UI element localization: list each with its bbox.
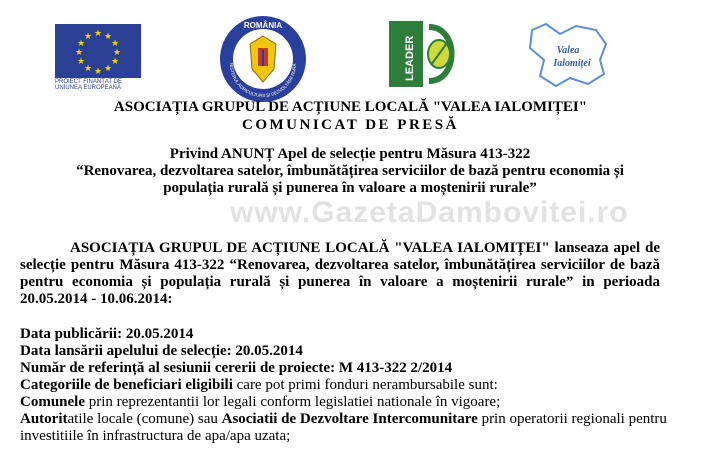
authorities-text-1: atile locale <box>67 411 133 427</box>
svg-text:★: ★ <box>76 39 86 49</box>
svg-text:★: ★ <box>93 67 103 77</box>
subject-line-1: Privind ANUNȚ Apel de selecție pentru Măsura 413-322 <box>169 146 531 162</box>
communes-text: prin reprezentantii lor legali conform legislatiei nationale în vigoare; <box>85 394 501 410</box>
launch-date-row: Data lansării apelului de selecție: 20.05.2014 <box>20 343 303 359</box>
svg-text:★: ★ <box>103 32 113 42</box>
subject-line-3: populația rurală și punerea în valoare a moștenirii rurale” <box>163 180 537 196</box>
eu-flag <box>55 24 141 78</box>
publication-date-label: Data publicării <box>20 326 118 342</box>
info-block <box>20 326 680 445</box>
svg-text:★: ★ <box>74 48 84 58</box>
press-release-heading: COMUNICAT DE PRESĂ <box>242 117 459 133</box>
eu-caption: PROIECT FINANȚAT DE UNIUNEA EUROPEANĂ <box>55 79 123 91</box>
communes-label: Comunele <box>20 394 85 410</box>
romania-label: ROMÂNIA <box>243 21 283 30</box>
publication-date-row <box>20 326 680 343</box>
intro-paragraph: ASOCIAȚIA GRUPUL DE ACȚIUNE LOCALĂ "VALEA IALOMIȚEI" lanseaza apel de selecție pentru Măsura 413-322 “Renovarea, dezvoltarea satelor, îmbunătățirea serviciilor de bază pentru economia și populația rurală și punerea în valoare a moștenirii rurale” in perioada 20.05.2014 - 10.06.2014: <box>20 240 660 307</box>
svg-text:★: ★ <box>112 48 122 58</box>
svg-text:★: ★ <box>76 57 86 67</box>
authorities-text-2: (comune) sau <box>132 411 222 427</box>
authorities-label: Autorit <box>20 411 68 427</box>
local-authorities-row <box>20 411 680 445</box>
categories-label: Categoriile de beneficiari eligibili <box>20 377 233 393</box>
svg-text:★: ★ <box>110 39 120 49</box>
subject-line-2: “Renovarea, dezvoltarea satelor, îmbunătățirea serviciilor de bază pentru economia și <box>76 163 624 179</box>
associations-label: Asociatii de Dezvoltare Intercomunitare <box>221 411 478 427</box>
valea-ialomitei-logo <box>526 20 610 88</box>
svg-text:★: ★ <box>93 29 103 39</box>
svg-text:★: ★ <box>110 57 120 67</box>
valea-line2: Ialomiței <box>553 58 591 69</box>
svg-text:★: ★ <box>103 64 113 74</box>
leader-label: LEADER <box>404 35 416 81</box>
org-title: ASOCIAȚIA GRUPUL DE ACȚIUNE LOCALĂ "VALEA IALOMIȚEI" <box>113 99 588 115</box>
leader-logo <box>389 21 465 87</box>
romania-ministry-seal <box>218 14 308 104</box>
logo-strip <box>0 0 701 100</box>
beneficiary-categories-row <box>20 377 680 394</box>
svg-text:★: ★ <box>83 64 93 74</box>
reference-number-row: Număr de referință al sesiunii cererii de proiecte: M 413-322 2/2014 <box>20 360 453 376</box>
watermark: www.GazetaDambovitei.ro <box>230 196 629 229</box>
ministry-ring-text: NISTERUL AGRICULTURII ȘI DEZVOLTĂRII RURA <box>228 63 298 99</box>
publication-date-value: : 20.05.2014 <box>117 326 194 342</box>
communes-row <box>20 394 680 411</box>
valea-line1: Valea <box>556 45 580 56</box>
authorities-text-3: prin operatorii regionali pentru investitiile în infrastructura de apa/apa uzata; <box>20 411 667 444</box>
eu-flag-logo <box>55 24 141 91</box>
categories-text: care pot primi fonduri nerambursabile sunt: <box>232 377 498 393</box>
svg-text:★: ★ <box>83 32 93 42</box>
subject-block <box>40 146 660 197</box>
